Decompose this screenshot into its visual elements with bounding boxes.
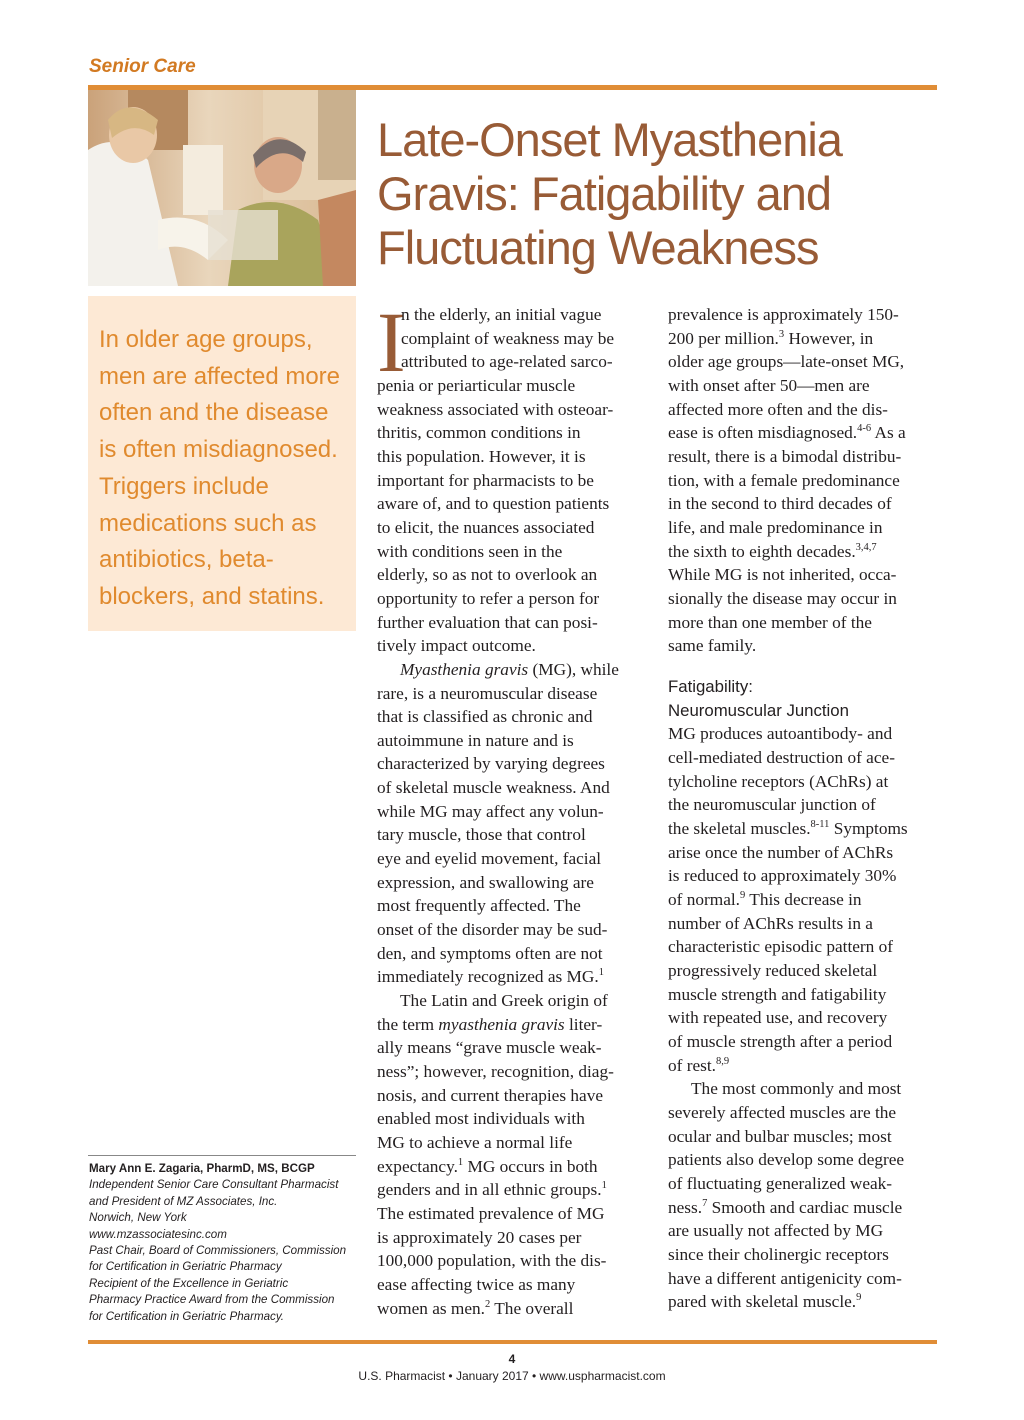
- body-line: muscle strength and fatigability: [668, 984, 887, 1004]
- body-line: ease affecting twice as many: [377, 1274, 576, 1294]
- body-line: progressively reduced skeletal: [668, 961, 878, 980]
- section-heading: Fatigability:: [668, 676, 753, 696]
- body-line: den, and symptoms often are not: [377, 943, 603, 963]
- body-line: While MG is not inherited, occa-: [668, 565, 897, 585]
- pull-quote-line: blockers, and statins.: [99, 582, 325, 610]
- pull-quote-line: Triggers include: [99, 472, 269, 500]
- body-line: arise once the number of AChRs: [668, 842, 894, 862]
- body-line: attributed to age-related sarco-: [401, 352, 613, 372]
- body-column-1: [377, 294, 649, 1320]
- body-line: patients also develop some degree: [668, 1150, 905, 1170]
- body-text: ness.: [668, 1197, 703, 1217]
- body-line: in the second to third decades of: [668, 494, 892, 514]
- body-line: this population. However, it is: [377, 446, 586, 466]
- author-info: [89, 1161, 357, 1325]
- body-text: Smooth and cardiac muscle: [707, 1197, 903, 1217]
- body-line: enabled most individuals with: [377, 1109, 585, 1129]
- body-line: penia or periarticular muscle: [377, 375, 576, 395]
- body-line: [668, 1290, 943, 1314]
- body-line: sionally the disease may occur in: [668, 588, 897, 608]
- body-text: pared with skeletal muscle.: [668, 1292, 857, 1312]
- section-heading: Neuromuscular Junction: [668, 700, 849, 720]
- author-rule: [88, 1155, 356, 1156]
- body-line: to elicit, the nuances associated: [377, 517, 595, 537]
- body-line: cell-mediated destruction of ace-: [668, 748, 895, 768]
- body-column-2: [668, 303, 943, 1314]
- body-line: [668, 1196, 943, 1220]
- body-line: [377, 965, 649, 989]
- body-line: autoimmune in nature and is: [377, 730, 574, 750]
- body-line: The estimated prevalence of MG: [377, 1203, 605, 1223]
- pull-quote-line: medications such as: [99, 509, 317, 537]
- body-line: that is classified as chronic and: [377, 707, 593, 727]
- body-text: As a: [871, 423, 906, 443]
- body-line: tion, with a female predominance: [668, 470, 900, 490]
- citation: 8,9: [716, 1055, 730, 1067]
- title-line: Fluctuating Weakness: [377, 221, 819, 274]
- citation: 4-6: [857, 423, 872, 435]
- body-line: more than one member of the: [668, 612, 872, 632]
- body-text: ease is often misdiagnosed.: [668, 423, 858, 443]
- body-line: result, there is a bimodal distribu-: [668, 446, 902, 466]
- body-line: The Latin and Greek origin of: [400, 991, 608, 1011]
- citation: 9: [856, 1292, 862, 1304]
- body-line: [377, 1013, 649, 1037]
- body-text: of normal.: [668, 890, 740, 910]
- body-line: [377, 658, 649, 682]
- author-website[interactable]: www.mzassociatesinc.com: [89, 1227, 227, 1241]
- body-line: tary muscle, those that control: [377, 825, 586, 845]
- body-line: ness”; however, recognition, diag-: [377, 1062, 614, 1081]
- body-line: life, and male predominance in: [668, 517, 883, 537]
- pull-quote: [99, 322, 340, 616]
- italic-term: myasthenia gravis: [438, 1014, 565, 1034]
- body-line: older age groups—late-onset MG,: [668, 352, 905, 372]
- body-line: MG produces autoantibody- and: [668, 724, 893, 744]
- citation: 2: [484, 1298, 491, 1310]
- body-text: MG occurs in both: [463, 1156, 598, 1176]
- body-text: the sixth to eighth decades.: [668, 541, 856, 561]
- body-line: while MG may affect any volun-: [377, 801, 604, 821]
- body-line: characterized by varying degrees: [377, 754, 605, 774]
- body-text: Symptoms: [829, 819, 908, 839]
- citation: 3: [778, 328, 785, 340]
- body-line: affected more often and the dis-: [668, 399, 888, 419]
- author-bio-line: Past Chair, Board of Commissioners, Commission: [89, 1244, 347, 1258]
- body-line: aware of, and to question patients: [377, 494, 610, 514]
- author-bio-line: Norwich, New York: [89, 1211, 187, 1225]
- body-text: the skeletal muscles.: [668, 819, 811, 839]
- citation: 8-11: [810, 819, 830, 831]
- citation: 7: [702, 1197, 708, 1209]
- body-text: liter-: [564, 1014, 603, 1034]
- body-line: [377, 1297, 649, 1321]
- body-line: characteristic episodic pattern of: [668, 937, 894, 957]
- body-line: with onset after 50—men are: [668, 375, 870, 395]
- body-line: nosis, and current therapies have: [377, 1085, 604, 1105]
- body-text: 200 per million.: [668, 328, 779, 348]
- body-line: onset of the disorder may be sud-: [377, 920, 608, 940]
- body-line: [668, 1054, 943, 1078]
- spacer: [668, 658, 943, 675]
- citation: 1: [598, 967, 604, 979]
- pull-quote-line: In older age groups,: [99, 326, 313, 353]
- body-line: are usually not affected by MG: [668, 1221, 884, 1241]
- body-line: 100,000 population, with the dis-: [377, 1251, 607, 1271]
- body-text: genders and in all ethnic groups.: [377, 1180, 602, 1200]
- body-text: women as men.: [377, 1298, 485, 1318]
- pull-quote-line: often and the disease: [99, 399, 329, 427]
- body-line: eye and eyelid movement, facial: [377, 849, 602, 869]
- body-text: However, in: [784, 328, 874, 348]
- body-text: expectancy.: [377, 1156, 458, 1176]
- body-line: of fluctuating generalized weak-: [668, 1173, 893, 1193]
- pull-quote-line: antibiotics, beta-: [99, 546, 274, 574]
- body-line: ocular and bulbar muscles; most: [668, 1126, 892, 1146]
- drop-cap: I: [377, 294, 406, 390]
- footer: U.S. Pharmacist • January 2017 • www.uspharmacist.com: [358, 1369, 666, 1383]
- article-title: [377, 113, 937, 275]
- body-line: have a different antigenicity com-: [668, 1268, 902, 1288]
- author-name: Mary Ann E. Zagaria, PharmD, MS, BCGP: [89, 1162, 315, 1175]
- body-line: elderly, so as not to overlook an: [377, 565, 598, 585]
- body-line: further evaluation that can posi-: [377, 612, 598, 632]
- pull-quote-line: is often misdiagnosed.: [99, 436, 338, 464]
- body-line: number of AChRs results in a: [668, 913, 873, 933]
- body-line: [668, 888, 943, 912]
- body-line: is reduced to approximately 30%: [668, 866, 897, 886]
- body-line: The most commonly and most: [691, 1079, 902, 1099]
- body-line: complaint of weakness may be: [401, 328, 615, 348]
- body-text: This decrease in: [745, 890, 862, 910]
- author-bio-line: for Certification in Geriatric Pharmacy: [89, 1260, 282, 1274]
- body-line: tylcholine receptors (AChRs) at: [668, 771, 889, 791]
- body-line: with conditions seen in the: [377, 541, 563, 561]
- bottom-rule: [88, 1340, 937, 1344]
- body-text: of rest.: [668, 1055, 716, 1075]
- body-line: same family.: [668, 636, 757, 656]
- body-line: [377, 1155, 649, 1179]
- citation: 9: [740, 890, 746, 902]
- title-line: Late-Onset Myasthenia: [377, 113, 842, 166]
- body-line: thritis, common conditions in: [377, 423, 581, 443]
- author-bio-line: Pharmacy Practice Award from the Commission: [89, 1293, 335, 1307]
- body-line: of muscle strength after a period: [668, 1031, 893, 1051]
- body-line: opportunity to refer a person for: [377, 588, 600, 608]
- body-text: the term: [377, 1014, 439, 1034]
- page-number: 4: [508, 1352, 516, 1366]
- body-line: is approximately 20 cases per: [377, 1227, 582, 1247]
- body-line: prevalence is approximately 150-: [668, 305, 899, 324]
- author-bio-line: Recipient of the Excellence in Geriatric: [89, 1276, 289, 1290]
- body-line: MG to achieve a normal life: [377, 1132, 573, 1152]
- body-line: important for pharmacists to be: [377, 470, 594, 490]
- body-line: of skeletal muscle weakness. And: [377, 778, 610, 798]
- body-line: [668, 421, 943, 445]
- pull-quote-line: men are affected more: [99, 362, 341, 390]
- body-line: n the elderly, an initial vague: [401, 305, 602, 324]
- body-line: [668, 327, 943, 351]
- pull-quote-box: [88, 296, 356, 631]
- citation: 3,4,7: [855, 541, 877, 553]
- body-line: tively impact outcome.: [377, 636, 536, 656]
- body-line: the neuromuscular junction of: [668, 795, 876, 815]
- body-text: The overall: [490, 1298, 574, 1318]
- body-line: ally means “grave muscle weak-: [377, 1038, 602, 1058]
- body-text: (MG), while: [528, 659, 619, 679]
- body-line: expression, and swallowing are: [377, 872, 594, 892]
- citation: 1: [601, 1180, 607, 1192]
- body-line: most frequently affected. The: [377, 896, 581, 916]
- body-line: weakness associated with osteoar-: [377, 399, 614, 419]
- title-line: Gravis: Fatigability and: [377, 167, 832, 220]
- italic-term: Myasthenia gravis: [400, 659, 529, 679]
- body-text: immediately recognized as MG.: [377, 967, 599, 987]
- body-line: with repeated use, and recovery: [668, 1008, 888, 1028]
- body-line: since their cholinergic receptors: [668, 1244, 889, 1264]
- body-line: rare, is a neuromuscular disease: [377, 683, 598, 703]
- author-bio-line: and President of MZ Associates, Inc.: [89, 1194, 278, 1208]
- body-line: [377, 1178, 649, 1202]
- body-line: [668, 540, 943, 564]
- body-line: severely affected muscles are the: [668, 1102, 897, 1122]
- body-line: [668, 817, 943, 841]
- citation: 1: [457, 1156, 464, 1168]
- author-bio-line: for Certification in Geriatric Pharmacy.: [89, 1309, 285, 1323]
- article-photo: [88, 90, 356, 286]
- author-bio-line: Independent Senior Care Consultant Pharmacist: [89, 1178, 339, 1192]
- section-label: Senior Care: [89, 56, 196, 77]
